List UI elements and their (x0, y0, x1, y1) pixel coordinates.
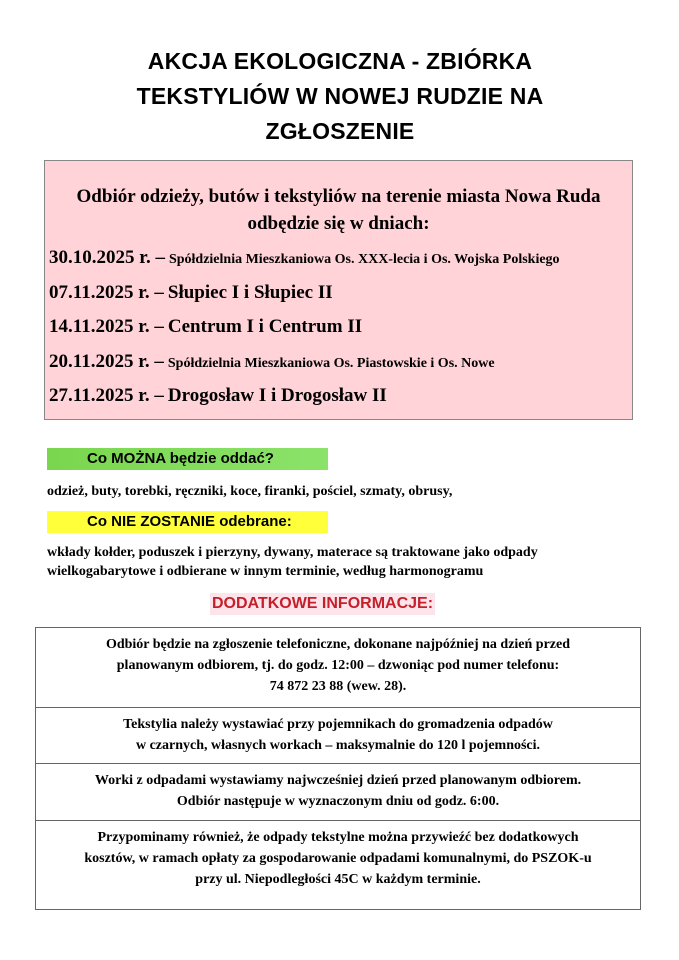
allowed-text: odzież, buty, torebki, ręczniki, koce, firanki, pościel, szmaty, obrusy, (47, 484, 453, 499)
info-line: Odbiór będzie na zgłoszenie telefoniczne, dokonane najpóźniej na dzień przed (105, 637, 571, 652)
schedule-area: Spółdzielnia Mieszkaniowa Os. Piastowskie i Os. Nowe (167, 356, 495, 371)
schedule-date: 14.11.2025 r. – (49, 316, 164, 337)
schedule-area: Drogosław I i Drogosław II (167, 385, 387, 406)
info-line: Odbiór następuje w wyznaczonym dniu od godz. 6:00. (176, 794, 500, 809)
schedule-item (49, 282, 333, 304)
info-cell (36, 821, 640, 909)
not-collected-text (47, 543, 633, 581)
schedule-box (44, 160, 633, 420)
not-collected-label: Co NIE ZOSTANIE odebrane: (87, 513, 292, 530)
title-line-1: AKCJA EKOLOGICZNA - ZBIÓRKA (147, 48, 533, 74)
info-line: 74 872 23 88 (wew. 28). (269, 679, 407, 694)
not-collected-label-bar (47, 511, 328, 533)
not-collected-line-2: wielkogabarytowe i odbierane w innym terminie, według harmonogramu (47, 564, 484, 579)
additional-info-heading: DODATKOWE INFORMACJE: (210, 593, 435, 615)
info-line: Worki z odpadami wystawiamy najwcześniej dzień przed planowanym odbiorem. (94, 773, 582, 788)
schedule-intro-line-2: odbędzie się w dniach: (247, 213, 430, 234)
schedule-date: 30.10.2025 r. – (49, 247, 165, 268)
title-line-3: ZGŁOSZENIE (265, 118, 415, 144)
additional-info-table (35, 627, 641, 910)
info-line: Tekstylia należy wystawiać przy pojemnikach do gromadzenia odpadów (123, 717, 553, 732)
allowed-label-bar (47, 448, 328, 470)
schedule-area: Spółdzielnia Mieszkaniowa Os. XXX-lecia i Os. Wojska Polskiego (168, 252, 560, 267)
schedule-date: 07.11.2025 r. – (49, 282, 164, 303)
schedule-intro-line-1: Odbiór odzieży, butów i tekstyliów na terenie miasta Nowa Ruda (76, 186, 601, 207)
schedule-area: Centrum I i Centrum II (167, 316, 363, 337)
schedule-intro (45, 183, 632, 237)
info-line: przy ul. Niepodległości 45C w każdym terminie. (195, 872, 481, 887)
info-cell (36, 708, 640, 764)
info-line: Przypominamy również, że odpady tekstylne można przywieźć bez dodatkowych (97, 830, 579, 845)
page-title (40, 44, 640, 149)
schedule-item (49, 247, 560, 269)
schedule-item (49, 385, 387, 407)
schedule-area: Słupiec I i Słupiec II (167, 282, 333, 303)
title-line-2: TEKSTYLIÓW W NOWEJ RUDZIE NA (136, 83, 544, 109)
schedule-item (49, 351, 495, 373)
info-line: kosztów, w ramach opłaty za gospodarowanie odpadami komunalnymi, do PSZOK-u (84, 851, 592, 866)
allowed-label: Co MOŻNA będzie oddać? (87, 450, 274, 467)
info-line: w czarnych, własnych workach – maksymalnie do 120 l pojemności. (135, 738, 541, 753)
info-cell (36, 764, 640, 821)
schedule-item (49, 316, 362, 338)
info-line: planowanym odbiorem, tj. do godz. 12:00 – dzwoniąc pod numer telefonu: (116, 658, 560, 673)
not-collected-line-1: wkłady kołder, poduszek i pierzyny, dywany, materace są traktowane jako odpady (47, 545, 538, 560)
schedule-date: 20.11.2025 r. – (49, 351, 164, 372)
schedule-date: 27.11.2025 r. – (49, 385, 164, 406)
info-cell (36, 628, 640, 708)
